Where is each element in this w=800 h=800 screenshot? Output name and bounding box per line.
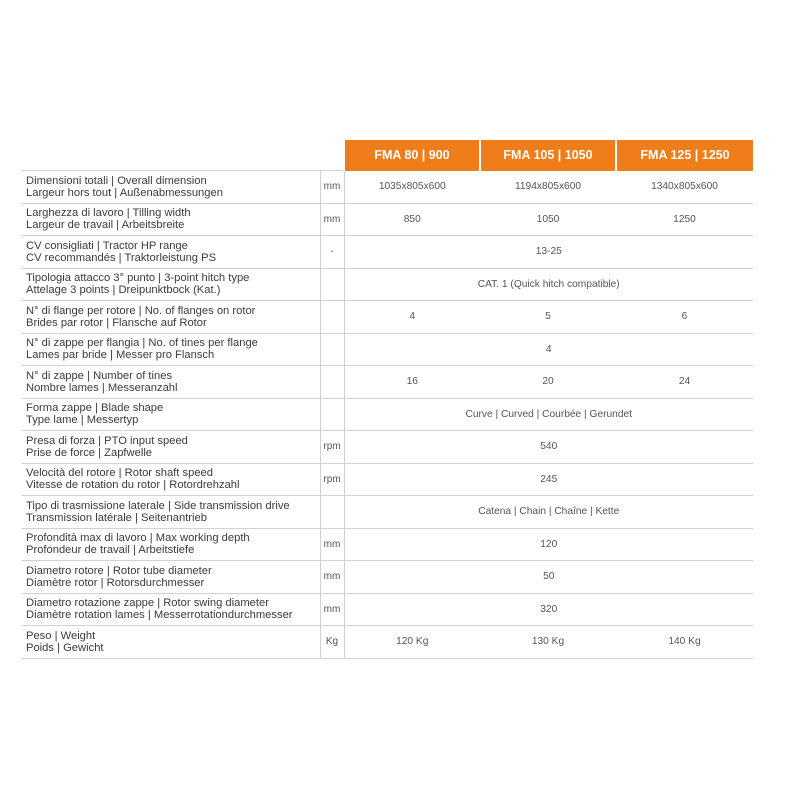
spec-value: 5 <box>480 301 616 334</box>
spec-value-shared: CAT. 1 (Quick hitch compatible) <box>344 268 753 301</box>
spec-row <box>22 333 753 366</box>
spec-unit: - <box>320 236 344 269</box>
spec-label-line-1: Diametro rotore | Rotor tube diameter <box>26 564 212 577</box>
spec-unit <box>320 496 344 529</box>
spec-label-line-2: Attelage 3 points | Dreipunktbock (Kat.) <box>26 284 221 297</box>
spec-label-line-1: Peso | Weight <box>26 629 96 642</box>
spec-row <box>22 528 753 561</box>
model-header: FMA 105 | 1050 <box>480 140 616 171</box>
spec-label <box>22 626 320 659</box>
spec-label <box>22 171 320 204</box>
spec-row <box>22 496 753 529</box>
spec-label-line-2: Largeur hors tout | Außenabmessungen <box>26 186 223 199</box>
spec-label-line-2: Largeur de travail | Arbeitsbreite <box>26 219 185 232</box>
spec-row <box>22 236 753 269</box>
spec-row <box>22 626 753 659</box>
spec-label-line-2: Diamètre rotor | Rotorsdurchmesser <box>26 576 205 589</box>
spec-value: 1340x805x600 <box>616 171 753 204</box>
spec-value: 20 <box>480 366 616 399</box>
spec-value-shared: 13-25 <box>344 236 753 269</box>
spec-unit <box>320 398 344 431</box>
spec-label-line-2: Transmission latérale | Seitenantrieb <box>26 511 207 524</box>
spec-value-shared: 50 <box>344 561 753 594</box>
spec-label-line-1: CV consigliati | Tractor HP range <box>26 239 188 252</box>
spec-value-shared: 4 <box>344 333 753 366</box>
spec-row <box>22 431 753 464</box>
spec-row <box>22 398 753 431</box>
spec-unit: mm <box>320 528 344 561</box>
spec-row <box>22 301 753 334</box>
spec-row <box>22 561 753 594</box>
spec-value: 24 <box>616 366 753 399</box>
spec-label-line-2: Diamètre rotation lames | Messerrotationdurchmesser <box>26 609 293 622</box>
spec-label-line-2: CV recommandés | Traktorleistung PS <box>26 251 217 264</box>
spec-row <box>22 171 753 204</box>
spec-label-line-1: N° di flange per rotore | No. of flanges on rotor <box>26 304 256 317</box>
spec-label-line-1: Dimensioni totali | Overall dimension <box>26 174 207 187</box>
spec-value-shared: 540 <box>344 431 753 464</box>
spec-label-line-2: Profondeur de travail | Arbeitstiefe <box>26 544 195 557</box>
spec-unit <box>320 366 344 399</box>
spec-table <box>22 140 753 659</box>
spec-value: 1035x805x600 <box>344 171 480 204</box>
spec-label-line-1: Forma zappe | Blade shape <box>26 402 164 415</box>
spec-label <box>22 301 320 334</box>
spec-label-line-2: Poids | Gewicht <box>26 641 104 654</box>
spec-unit: mm <box>320 593 344 626</box>
spec-value: 1050 <box>480 203 616 236</box>
spec-unit: rpm <box>320 431 344 464</box>
spec-unit: rpm <box>320 463 344 496</box>
spec-label-line-1: N° di zappe | Number of tines <box>26 369 173 382</box>
spec-value: 1250 <box>616 203 753 236</box>
spec-unit: mm <box>320 561 344 594</box>
spec-row <box>22 593 753 626</box>
spec-unit <box>320 301 344 334</box>
spec-label-line-1: Presa di forza | PTO input speed <box>26 434 188 447</box>
spec-row <box>22 268 753 301</box>
spec-label <box>22 236 320 269</box>
spec-label <box>22 431 320 464</box>
spec-value: 6 <box>616 301 753 334</box>
spec-label-line-1: Larghezza di lavoro | Tilling width <box>26 207 191 220</box>
spec-label <box>22 593 320 626</box>
spec-label <box>22 561 320 594</box>
spec-label-line-2: Vitesse de rotation du rotor | Rotordrehzahl <box>26 479 240 492</box>
spec-label <box>22 203 320 236</box>
header-blank-cell <box>22 140 344 171</box>
spec-value: 1194x805x600 <box>480 171 616 204</box>
spec-value: 16 <box>344 366 480 399</box>
spec-label-line-1: Velocità del rotore | Rotor shaft speed <box>26 467 213 480</box>
spec-row <box>22 366 753 399</box>
spec-label-line-2: Nombre lames | Messeranzahl <box>26 381 178 394</box>
spec-value: 120 Kg <box>344 626 480 659</box>
header-row <box>22 140 753 171</box>
spec-value-shared: Curve | Curved | Courbée | Gerundet <box>344 398 753 431</box>
spec-label <box>22 333 320 366</box>
spec-label <box>22 463 320 496</box>
spec-unit: mm <box>320 171 344 204</box>
spec-label <box>22 496 320 529</box>
spec-label <box>22 398 320 431</box>
spec-body <box>22 171 753 659</box>
spec-label <box>22 268 320 301</box>
model-header: FMA 80 | 900 <box>344 140 480 171</box>
spec-value: 850 <box>344 203 480 236</box>
spec-label-line-1: Tipo di trasmissione laterale | Side transmission drive <box>26 499 290 512</box>
spec-value-shared: 320 <box>344 593 753 626</box>
spec-value: 140 Kg <box>616 626 753 659</box>
spec-label <box>22 366 320 399</box>
spec-label-line-2: Lames par bride | Messer pro Flansch <box>26 349 215 362</box>
spec-unit <box>320 268 344 301</box>
spec-label-line-1: Diametro rotazione zappe | Rotor swing diameter <box>26 597 269 610</box>
spec-label-line-1: Tipologia attacco 3° punto | 3-point hitch type <box>26 272 250 285</box>
model-header: FMA 125 | 1250 <box>616 140 753 171</box>
spec-label-line-1: Profondità max di lavoro | Max working depth <box>26 532 250 545</box>
spec-value: 130 Kg <box>480 626 616 659</box>
spec-value-shared: 120 <box>344 528 753 561</box>
spec-label-line-2: Type lame | Messertyp <box>26 414 139 427</box>
spec-label-line-2: Brides par rotor | Flansche auf Rotor <box>26 316 207 329</box>
spec-label-line-1: N° di zappe per flangia | No. of tines per flange <box>26 337 258 350</box>
spec-value: 4 <box>344 301 480 334</box>
spec-unit: Kg <box>320 626 344 659</box>
spec-label-line-2: Prise de force | Zapfwelle <box>26 446 153 459</box>
spec-value-shared: 245 <box>344 463 753 496</box>
spec-unit: mm <box>320 203 344 236</box>
spec-label <box>22 528 320 561</box>
spec-unit <box>320 333 344 366</box>
spec-row <box>22 463 753 496</box>
spec-value-shared: Catena | Chain | Chaîne | Kette <box>344 496 753 529</box>
spec-row <box>22 203 753 236</box>
